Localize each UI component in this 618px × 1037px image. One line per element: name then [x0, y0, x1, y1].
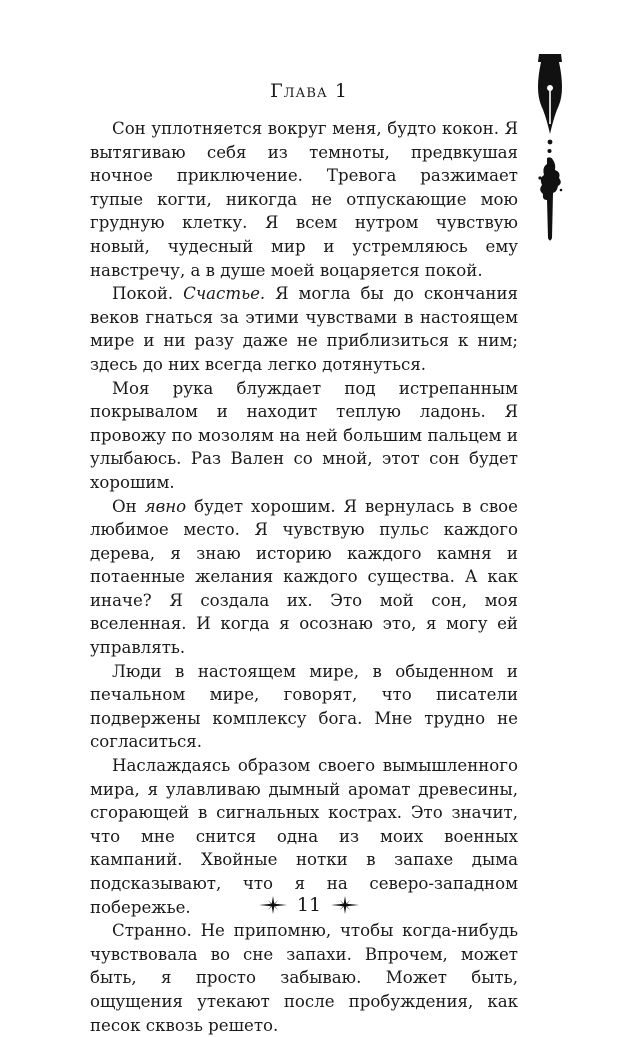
text-run: Сон уплотняется вокруг меня, будто кокон. Я вытягиваю себя из темноты, предвкушая ночное приключение. Тревога разжимает тупые когти, никогда не отпускающие мою грудную клетку. Я всем нутром чувствую новый, чудесный мир и устремляюсь ему навстречу, а в душе моей воцаряется покой.: [90, 119, 518, 280]
paragraph: [90, 377, 518, 495]
text-run: Покой.: [112, 284, 184, 304]
page-number: 11: [296, 894, 322, 916]
left-star-ornament-icon: [259, 896, 287, 914]
paragraph: [90, 117, 518, 282]
chapter-heading: [0, 80, 618, 102]
italic-run: Счастье.: [183, 284, 266, 304]
text-run: Люди в настоящем мире, в обыденном и печальном мире, говорят, что писатели подвержены комплексу бога. Мне трудно не согласиться.: [90, 661, 518, 752]
right-star-ornament-icon: [331, 896, 359, 914]
text-run: Наслаждаясь образом своего вымышленного мира, я улавливаю дымный аромат древесины, сгорающей в сигнальных кострах. Это значит, что мне снится одна из моих военных кампаний. Хвойные нотки в запахе дыма подсказывают, что я на северо-западном побережье.: [90, 756, 518, 917]
italic-run: явно: [144, 496, 187, 516]
text-run: Я могла бы до скончания веков гнаться за этими чувствами в настоящем мире и ни разу даже не приблизиться к ним; здесь до них всегда легко дотянуться.: [90, 284, 518, 374]
text-run: Он: [112, 496, 145, 516]
text-run: будет хорошим. Я вернулась в свое любимое место. Я чувствую пульс каждого дерева, я знаю историю каждого камня и потаенные желания каждого существа. А как иначе? Я создала их. Это мой сон, моя вселенная. И когда я осознаю это, я могу ей управлять.: [90, 496, 518, 658]
text-run: Моя рука блуждает под истрепанным покрывалом и находит теплую ладонь. Я провожу по мозолям на ней большим пальцем и улыбаюсь. Раз Вален со мной, этот сон будет хорошим.: [90, 378, 518, 492]
page-footer: [0, 894, 618, 916]
text-run: Странно. Не припомню, чтобы когда-нибудь чувствовала во сне запахи. Впрочем, может быть, я просто забываю. Может быть, ощущения утекают после пробуждения, как песок сквозь решето.: [90, 921, 518, 1035]
paragraph: [90, 660, 518, 754]
paragraph: [90, 282, 518, 376]
chapter-number: 1: [334, 80, 348, 102]
chapter-word: Глава: [270, 80, 328, 102]
fountain-pen-nib-with-ink-drip-icon: [528, 50, 572, 245]
paragraph: [90, 919, 518, 1037]
paragraph: [90, 495, 518, 660]
